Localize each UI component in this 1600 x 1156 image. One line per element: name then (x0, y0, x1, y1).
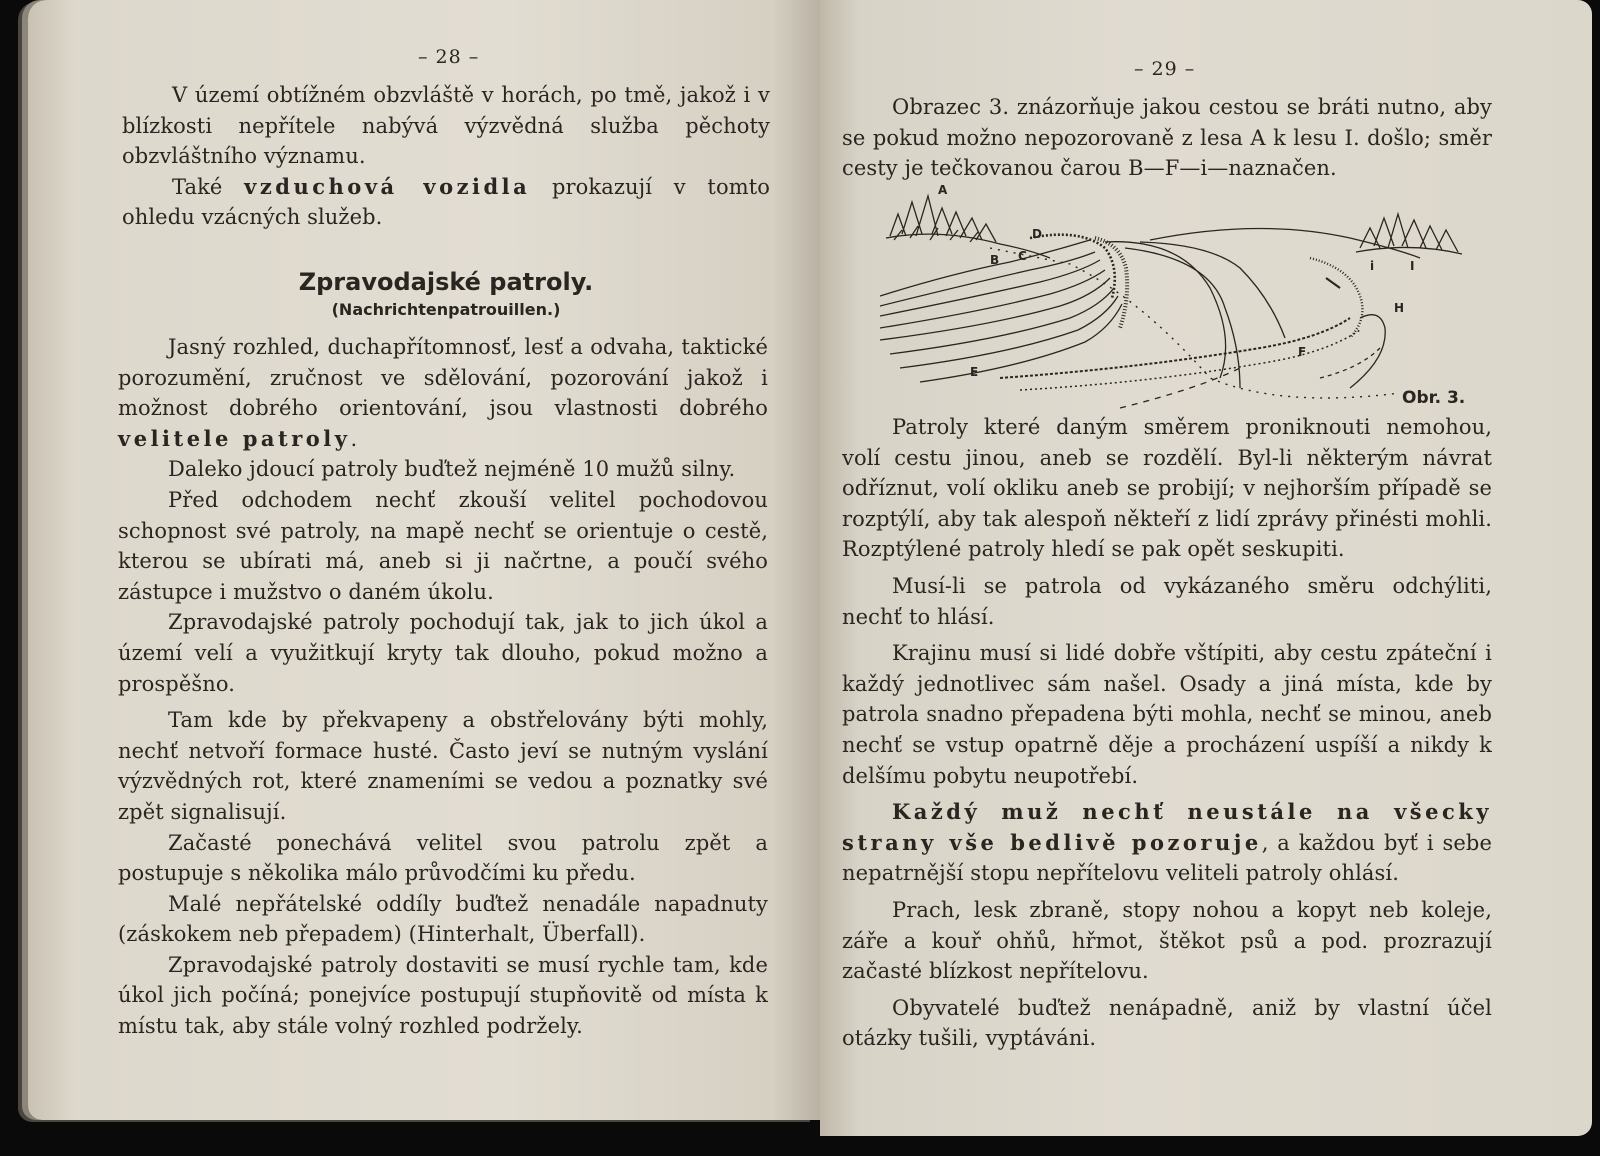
left-text-body (118, 332, 768, 1042)
forest-i-illustration (1356, 214, 1462, 254)
paragraph: Malé nepřátelské oddíly buďtež nenadále napadnuty (záskokem neb přepadem) (Hinterhalt, Überfall). (118, 891, 768, 947)
paragraph: Musí-li se patrola od vykázaného směru odchýliti, nechť to hlásí. (842, 573, 1492, 629)
right-text-body (842, 412, 1492, 1054)
figure-label: D (1032, 227, 1042, 241)
landscape-figure (880, 178, 1500, 416)
figure-label: F (1298, 345, 1307, 359)
paragraph (118, 332, 768, 454)
paragraph (842, 797, 1492, 889)
figure-label: B (990, 253, 1000, 267)
figure-label: E (970, 365, 979, 379)
paragraph: Obrazec 3. znázorňuje jakou cestou se bráti nutno, aby se pokud možno nepozorovaně z lesa A k lesu I. došlo; směr cesty je tečkovanou čarou B—F—i—naznačen. (842, 95, 1492, 181)
left-page-number: – 28 – (418, 46, 480, 68)
spaced-emphasis: velitele patroly (118, 425, 351, 451)
paragraph: Před odchodem nechť zkouší velitel pochodovou schopnost své patroly, na mapě nechť se orientuje o cestě, kterou se ubírati má, aneb si ji načrtne, a poučí svého zástupce i mužstvo o daném úkolu. (118, 487, 768, 604)
spaced-emphasis: Každý muž nechť neustále na všecky strany vše bedlivě pozoruje (842, 799, 1492, 855)
paragraph: Obyvatelé buďtež nenápadně, aniž by vlastní účel otázky tušili, vyptáváni. (842, 995, 1492, 1051)
paragraph: Daleko jdoucí patroly buďtež nejméně 10 mužů silny. (168, 457, 736, 482)
paragraph: Prach, lesk zbraně, stopy nohou a kopyt neb koleje, záře a kouř ohňů, hřmot, štěkot psů a pod. prozrazují začasté blízkost nepřítelovu. (842, 897, 1492, 984)
text-span: , a každou byť i sebe nepatrnější stopu nepřítelovu veliteli patroly ohlásí. (842, 830, 1492, 886)
heading-subtitle: (Nachrichtenpatrouillen.) (331, 300, 561, 319)
paragraph: Zpravodajské patroly pochodují tak, jak to jich úkol a území velí a využitkují kryty tak dlouho, pokud možno a prospěšno. (118, 610, 768, 696)
text-span: Také (172, 174, 245, 199)
figure-label: H (1394, 301, 1405, 315)
paragraph: V území obtížném obzvláště v horách, po tmě, jakož i v blízkosti nepřítele nabývá výzvědná služba pěchoty obzvláštního významu. (122, 83, 770, 169)
figure-label: C (1018, 249, 1027, 263)
paragraph: Začasté ponechává velitel svou patrolu zpět a postupuje s několika málo průvodčími ku předu. (118, 830, 768, 886)
figure-caption: Obr. 3. (1402, 388, 1466, 408)
left-text-top (122, 80, 770, 233)
paragraph: Tam kde by překvapeny a obstřelovány býti mohly, nechť netvoří formace husté. Často jeví se nutným vyslání výzvědných rot, které znameními se vedou a poznatky své zpět signalisují. (118, 708, 768, 824)
text-span: Jasný rozhled, duchapřítomnosť, lesť a odvaha, taktické porozumění, zručnost ve sdělování, pozorování jakož i možnost dobrého orientování, jsou vlastnosti dobrého (118, 335, 768, 421)
paragraph (122, 172, 770, 233)
paragraph: Patroly které daným směrem proniknouti nemohou, volí cestu jinou, aneb se rozdělí. Byl-li některým návrat odříznut, volí okliku aneb se probijí; v nejhorším případě se rozptýlí, aby tak alespoň někteří z lidí zprávy přinésti mohli. Rozptýlené patroly hledí se pak opět seskupiti. (842, 415, 1492, 562)
heading-title: Zpravodajské patroly. (298, 268, 594, 296)
figure-label: I (1410, 259, 1415, 273)
figure-label: A (938, 183, 948, 197)
right-page-number: – 29 – (1134, 58, 1196, 80)
text-span: prokazují v tomto ohledu vzácných služeb. (122, 174, 771, 230)
section-heading (122, 268, 770, 319)
right-text-top (842, 92, 1492, 184)
spaced-emphasis: vzduchová vozidla (244, 173, 531, 199)
text-span: . (350, 426, 358, 451)
paragraph: Zpravodajské patroly dostaviti se musí rychle tam, kde úkol jich počíná; ponejvíce postupují stupňovitě od místa k místu tak, aby stále volný rozhled podržely. (118, 952, 768, 1039)
paragraph: Krajinu musí si lidé dobře vštípiti, aby cestu zpáteční i každý jednotlivec sám našel. Osady a jiná místa, kde by patrola snadno přepadena býti mohla, nechť se minou, aneb nechť se vstup opatrně děje a procházení uspíší a nikdy k delšímu pobytu neupotřebí. (842, 641, 1492, 788)
figure-label: i (1370, 259, 1375, 273)
